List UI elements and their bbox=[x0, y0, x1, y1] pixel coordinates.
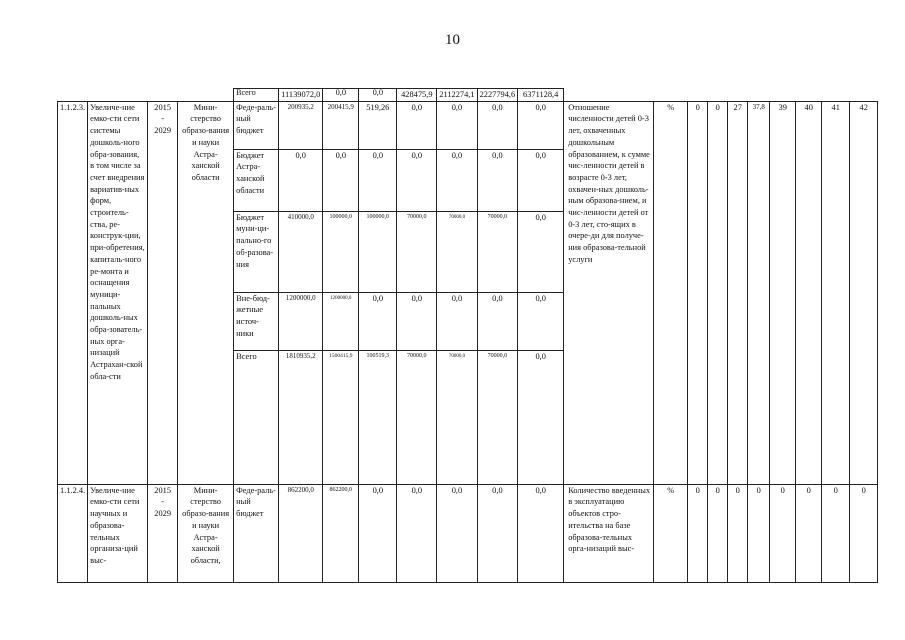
indicator-value: 0 bbox=[708, 101, 728, 484]
funding-value: 70000,0 bbox=[397, 211, 437, 292]
indicator-name: Отношение численности детей 0-3 лет, охваченных дошкольным образованием, к сумме чис-ленности детей в возрасте 0-3 лет, охвачен-ных дошколь-ным образова-нием, и чис-ленности детей от 0-3 лет, сто-ящих в очере-ди для получе-ния образова-тельной услуги bbox=[564, 101, 654, 484]
funding-value: 0,0 bbox=[477, 149, 518, 211]
funding-value: 0,0 bbox=[477, 484, 518, 582]
indicator-value: 39 bbox=[770, 101, 796, 484]
indicator-value: 0 bbox=[822, 484, 850, 582]
indicator-value: 0 bbox=[770, 484, 796, 582]
indicator-value: 40 bbox=[796, 101, 822, 484]
funding-source: Бюджет Астра-ханской области bbox=[234, 149, 279, 211]
funding-value: 100000,0 bbox=[359, 211, 397, 292]
funding-value: 70000,0 bbox=[437, 211, 477, 292]
indicator-value: 41 bbox=[822, 101, 850, 484]
indicator-value: 27 bbox=[728, 101, 748, 484]
funding-value: 0,0 bbox=[397, 149, 437, 211]
top-total-value: 6371128,4 bbox=[518, 89, 564, 102]
funding-value: 862200,0 bbox=[323, 484, 359, 582]
funding-value: 0,0 bbox=[359, 292, 397, 350]
executor: Мини-стерство образо-вания и науки Астра-ханской области, bbox=[178, 484, 234, 582]
funding-value: 0,0 bbox=[518, 101, 564, 149]
funding-value: 0,0 bbox=[397, 101, 437, 149]
funding-value: 0,0 bbox=[359, 149, 397, 211]
funding-source: Вне-бюд-жетные источ-ники bbox=[234, 292, 279, 350]
indicator-value: 37,8 bbox=[748, 101, 770, 484]
funding-value: 0,0 bbox=[518, 149, 564, 211]
top-total-row bbox=[58, 89, 878, 102]
funding-value: 70000,0 bbox=[437, 350, 477, 484]
funding-value: 0,0 bbox=[477, 292, 518, 350]
top-total-value: 0,0 bbox=[359, 89, 397, 102]
funding-value: 100000,0 bbox=[323, 211, 359, 292]
indicator-value: 0 bbox=[708, 484, 728, 582]
top-total-value: 428475,9 bbox=[397, 89, 437, 102]
measure-name: Увеличе-ние емко-сти сети научных и образова-тельных организа-ций выс- bbox=[88, 484, 148, 582]
indicator-name: Количество введенных в эксплуатацию объектов стро-ительства на базе образова-тельных орга-низаций выс- bbox=[564, 484, 654, 582]
program-table bbox=[57, 88, 878, 583]
top-total-value: 0,0 bbox=[323, 89, 359, 102]
row-code: 1.1.2.4. bbox=[58, 484, 88, 582]
table-row bbox=[58, 484, 878, 582]
funding-value: 0,0 bbox=[518, 292, 564, 350]
indicator-value: 0 bbox=[688, 484, 708, 582]
funding-value: 100519,3 bbox=[359, 350, 397, 484]
funding-value: 0,0 bbox=[477, 101, 518, 149]
funding-value: 70000,0 bbox=[477, 350, 518, 484]
funding-value: 0,0 bbox=[518, 350, 564, 484]
indicator-value: 0 bbox=[748, 484, 770, 582]
measure-name: Увеличе-ние емко-сти сети системы дошколь-ного обра-зования, в том числе за счет внедрения вариатив-ных форм, строитель-ства, ре-конструк-ции, при-обретения, капиталь-ного ре-монта и оснащения муници-пальных дошколь-ных обра-зователь-ных орга-низаций Астрахан-ской обла-сти bbox=[88, 101, 148, 484]
funding-value: 519,26 bbox=[359, 101, 397, 149]
top-total-value: 2112274,1 bbox=[437, 89, 477, 102]
funding-value: 1810935,2 bbox=[279, 350, 323, 484]
funding-source: Феде-раль-ный бюджет bbox=[234, 484, 279, 582]
row-code: 1.1.2.3. bbox=[58, 101, 88, 484]
indicator-unit: % bbox=[654, 101, 688, 484]
indicator-value: 0 bbox=[796, 484, 822, 582]
funding-value: 200415,9 bbox=[323, 101, 359, 149]
period: 2015 - 2029 bbox=[148, 101, 178, 484]
funding-value: 0,0 bbox=[323, 149, 359, 211]
funding-value: 200935,2 bbox=[279, 101, 323, 149]
funding-value: 1200000,0 bbox=[323, 292, 359, 350]
funding-value: 0,0 bbox=[397, 292, 437, 350]
indicator-value: 0 bbox=[688, 101, 708, 484]
funding-value: 0,0 bbox=[518, 484, 564, 582]
funding-source: Феде-раль-ный бюджет bbox=[234, 101, 279, 149]
funding-source: Бюджет муни-ци-пально-го об-разова-ния bbox=[234, 211, 279, 292]
funding-value: 70000,0 bbox=[397, 350, 437, 484]
funding-value: 0,0 bbox=[397, 484, 437, 582]
funding-value: 70000,0 bbox=[477, 211, 518, 292]
funding-value: 410000,0 bbox=[279, 211, 323, 292]
funding-value: 1500415,9 bbox=[323, 350, 359, 484]
table-row bbox=[58, 101, 878, 149]
funding-value: 1200000,0 bbox=[279, 292, 323, 350]
page-number: 10 bbox=[445, 32, 460, 48]
funding-value: 0,0 bbox=[279, 149, 323, 211]
funding-value: 862200,0 bbox=[279, 484, 323, 582]
funding-value: 0,0 bbox=[437, 484, 477, 582]
funding-value: 0,0 bbox=[437, 149, 477, 211]
indicator-value: 0 bbox=[850, 484, 878, 582]
executor: Мини-стерство образо-вания и науки Астра-ханской области bbox=[178, 101, 234, 484]
top-total-label: Всего bbox=[234, 89, 279, 102]
funding-value: 0,0 bbox=[437, 101, 477, 149]
funding-value: 0,0 bbox=[359, 484, 397, 582]
funding-value: 0,0 bbox=[518, 211, 564, 292]
indicator-value: 0 bbox=[728, 484, 748, 582]
top-total-value: 2227794,6 bbox=[477, 89, 518, 102]
indicator-unit: % bbox=[654, 484, 688, 582]
funding-value: 0,0 bbox=[437, 292, 477, 350]
period: 2015 - 2029 bbox=[148, 484, 178, 582]
top-total-value: 11139072,0 bbox=[279, 89, 323, 102]
funding-source: Всего bbox=[234, 350, 279, 484]
indicator-value: 42 bbox=[850, 101, 878, 484]
